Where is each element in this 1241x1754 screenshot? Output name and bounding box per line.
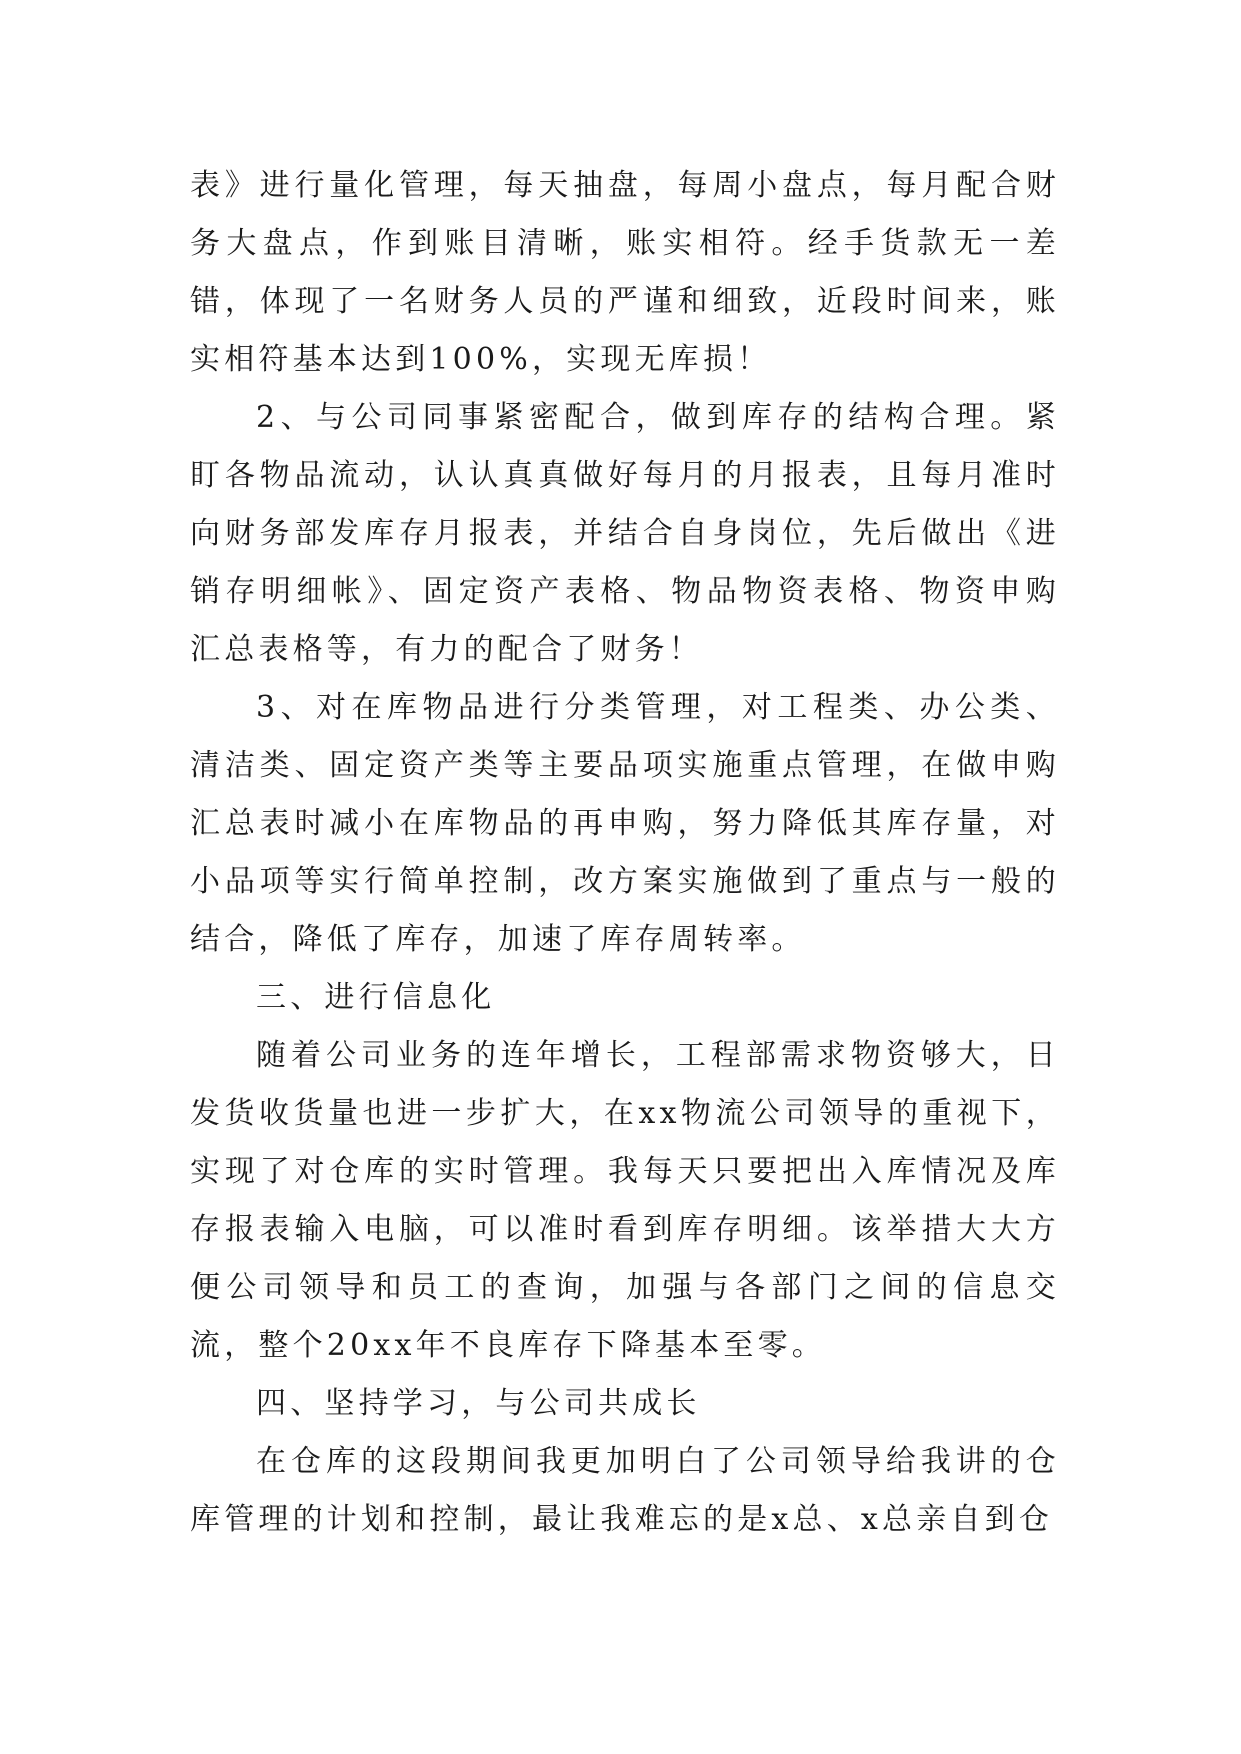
paragraph-learning: 在仓库的这段期间我更加明白了公司领导给我讲的仓库管理的计划和控制，最让我难忘的是x总、x总亲自到仓 — [190, 1444, 1060, 1537]
section-heading-learning: 四、坚持学习，与公司共成长 — [256, 1386, 701, 1421]
paragraph-item-2-cooperation: 2、与公司同事紧密配合，做到库存的结构合理。紧盯各物品流动，认认真真做好每月的月报表，且每月准时向财务部发库存月报表，并结合自身岗位，先后做出《进销存明细帐》、固定资产表格、物品物资表格、物资申购汇总表格等，有力的配合了财务！ — [190, 400, 1060, 667]
paragraph-inventory-quantification: 表》进行量化管理，每天抽盘，每周小盘点，每月配合财务大盘点，作到账目清晰，账实相符。经手货款无一差错，体现了一名财务人员的严谨和细致，近段时间来，账实相符基本达到100%，实现无库损！ — [190, 168, 1060, 377]
paragraph-item-3-classification: 3、对在库物品进行分类管理，对工程类、办公类、清洁类、固定资产类等主要品项实施重点管理，在做申购汇总表时减小在库物品的再申购，努力降低其库存量，对小品项等实行简单控制，改方案实施做到了重点与一般的结合，降低了库存，加速了库存周转率。 — [190, 690, 1060, 957]
paragraph-informatization: 随着公司业务的连年增长，工程部需求物资够大，日发货收货量也进一步扩大，在xx物流公司领导的重视下，实现了对仓库的实时管理。我每天只要把出入库情况及库存报表输入电脑，可以准时看到库存明细。该举措大大方便公司领导和员工的查询，加强与各部门之间的信息交流，整个20xx年不良库存下降基本至零。 — [190, 1038, 1060, 1363]
document-body — [190, 157, 1060, 1549]
section-heading-informatization: 三、进行信息化 — [256, 980, 496, 1015]
